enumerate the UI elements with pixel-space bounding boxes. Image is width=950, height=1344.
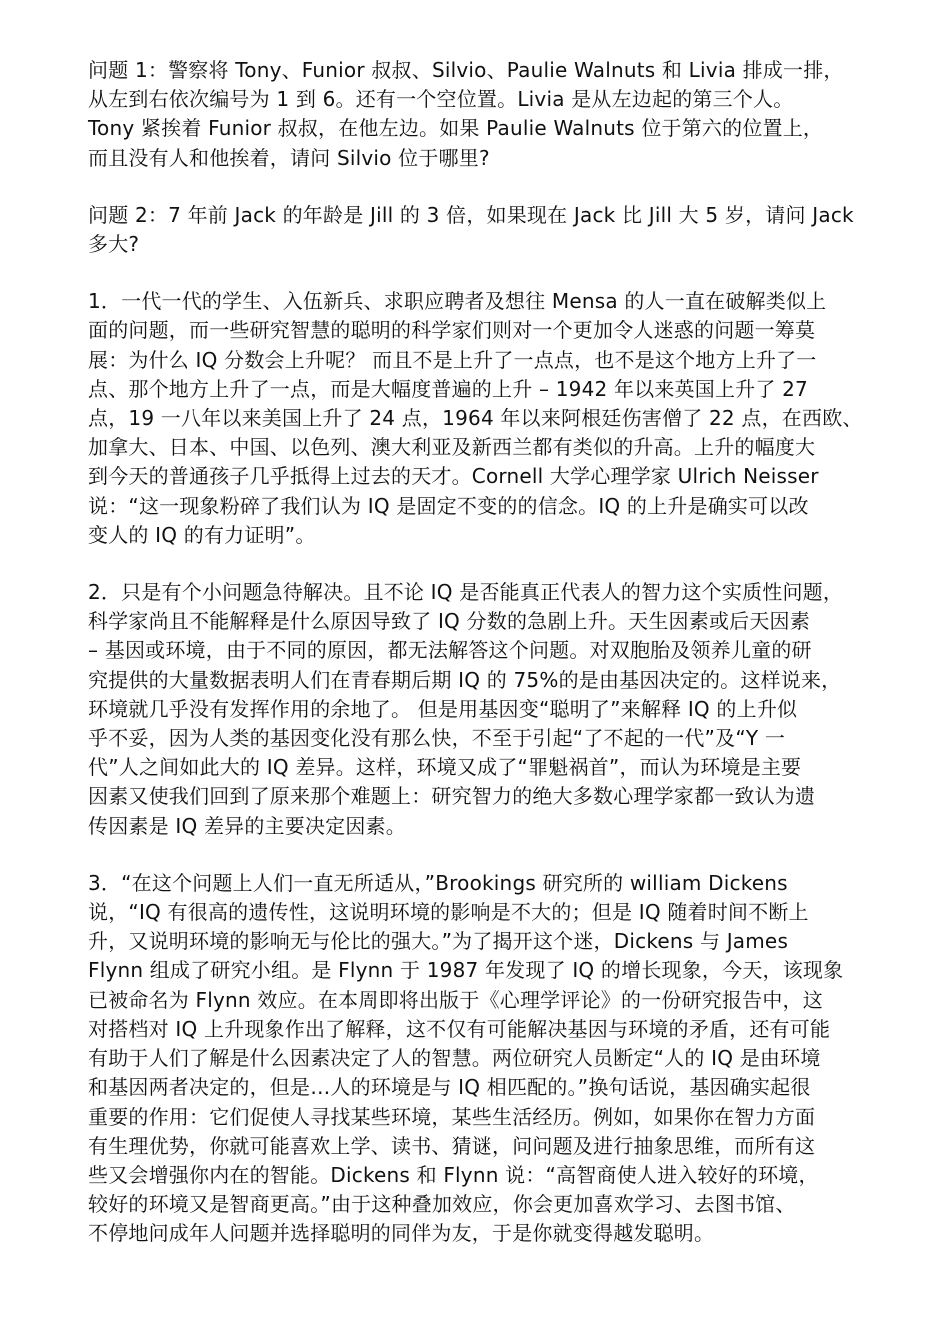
body-paragraph-2: 2．只是有个小问题急待解决。且不论 IQ 是否能真正代表人的智力这个实质性问题， 科学家尚且不能解释是什么原因导致了 IQ 分数的急剧上升。天生因素或后天因素 – 基因或环境，由于不同的原因，都无法解答这个问题。对双胞胎及领养儿童的研 究提供的大量数据表明人们在青春期后期 IQ 的 75%的是由基因决定的。这样说来， 环境就几乎没有发挥作用的余地了。 但是用基因变“聪明了”来解释 IQ 的上升似 乎不妥，因为人类的基因变化没有那么快，不至于引起“了不起的一代”及“Y 一 代”人之间如此大的 IQ 差异。这样，环境又成了“罪魁祸首”，而认为环境是主要 因素又使我们回到了原来那个难题上：研究智力的绝大多数心理学家都一致认为遗 传因素是 IQ 差异的主要决定因素。 — [88, 580, 844, 838]
body-paragraph-1: 1．一代一代的学生、入伍新兵、求职应聘者及想往 Mensa 的人一直在破解类似上 面的问题，而一些研究智慧的聪明的科学家们则对一个更加令人迷惑的问题一筹莫 展：为什么 IQ 分数会上升呢？ 而且不是上升了一点点，也不是这个地方上升了一 点、那个地方上升了一点，而是大幅度普遍的上升 – 1942 年以来英国上升了 27 点，19 一八年以来美国上升了 24 点，1964 年以来阿根廷伤害僧了 22 点，在西欧、 加拿大、日本、中国、以色列、澳大利亚及新西兰都有类似的升高。上升的幅度大 到今天的普通孩子几乎抵得上过去的天才。Cornell 大学心理学家 Ulrich Neisser 说：“这一现象粉碎了我们认为 IQ 是固定不变的的信念。IQ 的上升是确实可以改 变人的 IQ 的有力证明”。 — [88, 289, 863, 547]
body-paragraph-3: 3．“在这个问题上人们一直无所适从，”Brookings 研究所的 william Dickens 说，“IQ 有很高的遗传性，这说明环境的影响是不大的；但是 IQ 随着时间不断上 升，又说明环境的影响无与伦比的强大。”为了揭开这个迷，Dickens 与 James Flynn 组成了研究小组。是 Flynn 于 1987 年发现了 IQ 的增长现象，今天，该现象 已被命名为 Flynn 效应。在本周即将出版于《心理学评论》的一份研究报告中，这 对搭档对 IQ 上升现象作出了解释，这不仅有可能解决基因与环境的矛盾，还有可能 有助于人们了解是什么因素决定了人的智慧。两位研究人员断定“人的 IQ 是由环境 和基因两者决定的，但是…人的环境是与 IQ 相匹配的。”换句话说，基因确实起很 重要的作用：它们促使人寻找某些环境，某些生活经历。例如，如果你在智力方面 有生理优势，你就可能喜欢上学、读书、猜谜，问问题及进行抽象思维，而所有这 些又会增强你内在的智能。Dickens 和 Flynn 说：“高智商使人进入较好的环境， 较好的环境又是智商更高。”由于这种叠加效应，你会更加喜欢学习、去图书馆、 不停地问成年人问题并选择聪明的同伴为友，于是你就变得越发聪明。 — [88, 870, 844, 1246]
document-page — [88, 56, 914, 1277]
question-1-paragraph: 问题 1：警察将 Tony、Funior 叔叔、Silvio、Paulie Walnuts 和 Livia 排成一排， 从左到右依次编号为 1 到 6。还有一个空位置。Livia 是从左边起的第三个人。 Tony 紧挨着 Funior 叔叔，在他左边。如果 Paulie Walnuts 位于第六的位置上， 而且没有人和他挨着，请问 Silvio 位于哪里? — [88, 58, 844, 170]
question-2-paragraph: 问题 2：7 年前 Jack 的年龄是 Jill 的 3 倍，如果现在 Jack 比 Jill 大 5 岁，请问 Jack 多大? — [88, 202, 854, 257]
